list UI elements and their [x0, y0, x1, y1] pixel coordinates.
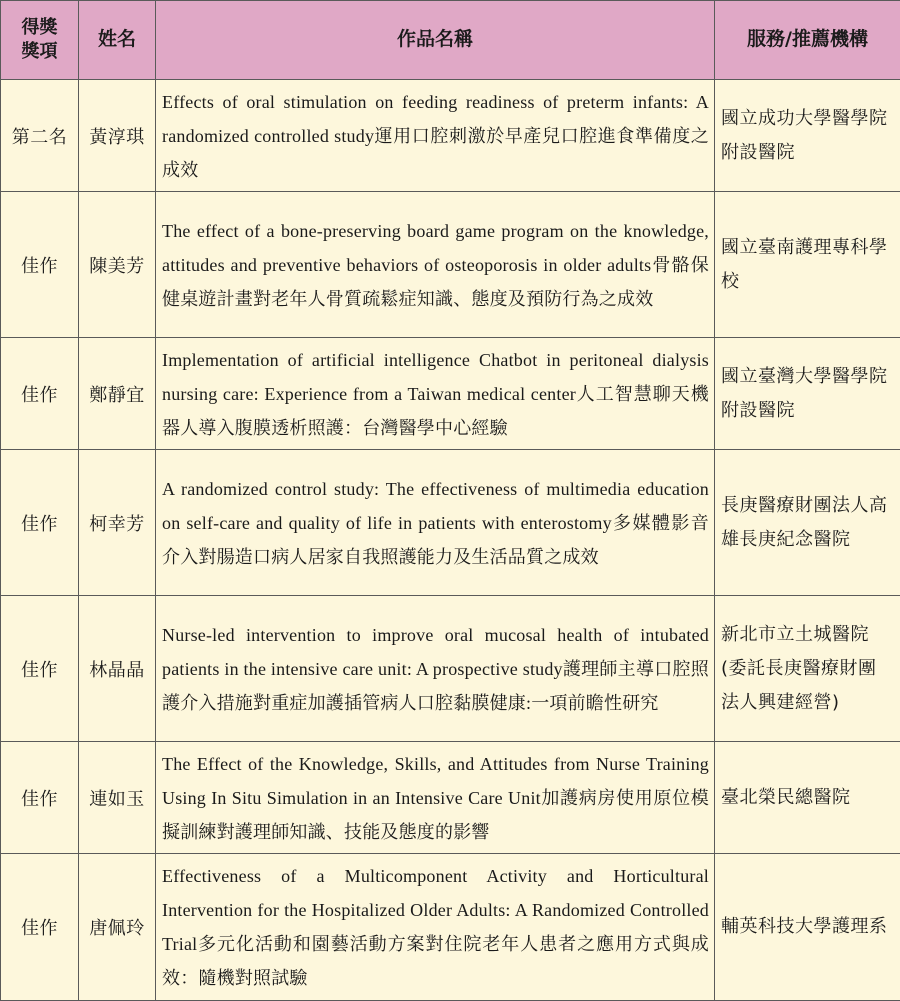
- title-cell: The effect of a bone-preserving board game program on the knowledge, attitudes and preventive behaviors of osteoporosis in older adults骨骼保健桌遊計畫對老年人骨質疏鬆症知識、態度及預防行為之成效: [156, 192, 715, 338]
- award-cell: 佳作: [1, 742, 79, 854]
- table-row: [1, 338, 900, 450]
- award-cell: 佳作: [1, 338, 79, 450]
- org-cell: 新北市立土城醫院(委託長庚醫療財團法人興建經營): [715, 596, 900, 742]
- org-cell: 臺北榮民總醫院: [715, 742, 900, 854]
- title-cell: Nurse-led intervention to improve oral mucosal health of intubated patients in the intensive care unit: A prospective study護理師主導口腔照護介入措施對重症加護插管病人口腔黏膜健康:一項前瞻性研究: [156, 596, 715, 742]
- award-cell: 佳作: [1, 596, 79, 742]
- header-org: [715, 1, 900, 80]
- title-cell: The Effect of the Knowledge, Skills, and Attitudes from Nurse Training Using In Situ Simulation in an Intensive Care Unit加護病房使用原位模擬訓練對護理師知識、技能及態度的影響: [156, 742, 715, 854]
- org-cell: 長庚醫療財團法人高雄長庚紀念醫院: [715, 450, 900, 596]
- table-row: [1, 80, 900, 192]
- award-cell: 第二名: [1, 80, 79, 192]
- table-header: [1, 1, 900, 80]
- title-cell: Effectiveness of a Multicomponent Activity and Horticultural Intervention for the Hospitalized Older Adults: A Randomized Controlled Trial多元化活動和園藝活動方案對住院老年人患者之應用方式與成效：隨機對照試驗: [156, 854, 715, 1001]
- name-cell: 黃淳琪: [79, 80, 156, 192]
- header-title-label: 作品名稱: [397, 28, 473, 50]
- title-cell: Effects of oral stimulation on feeding readiness of preterm infants: A randomized controlled study運用口腔刺激於早產兒口腔進食準備度之成效: [156, 80, 715, 192]
- table-row: [1, 854, 900, 1001]
- table-row: [1, 450, 900, 596]
- title-cell: A randomized control study: The effectiveness of multimedia education on self-care and quality of life in patients with enterostomy多媒體影音介入對腸造口病人居家自我照護能力及生活品質之成效: [156, 450, 715, 596]
- org-cell: 國立臺灣大學醫學院附設醫院: [715, 338, 900, 450]
- table-row: [1, 742, 900, 854]
- header-name-label: 姓名: [98, 28, 136, 50]
- name-cell: 鄭靜宜: [79, 338, 156, 450]
- name-cell: 連如玉: [79, 742, 156, 854]
- org-cell: 輔英科技大學護理系: [715, 854, 900, 1001]
- award-cell: 佳作: [1, 450, 79, 596]
- name-cell: 林晶晶: [79, 596, 156, 742]
- header-org-label: 服務/推薦機構: [747, 28, 868, 50]
- table-row: [1, 596, 900, 742]
- header-award-label: 得獎 獎項: [22, 17, 58, 62]
- header-row: [1, 1, 900, 80]
- name-cell: 柯幸芳: [79, 450, 156, 596]
- award-cell: 佳作: [1, 192, 79, 338]
- header-title: [156, 1, 715, 80]
- award-cell: 佳作: [1, 854, 79, 1001]
- name-cell: 唐佩玲: [79, 854, 156, 1001]
- table-body: [1, 80, 900, 1001]
- org-cell: 國立成功大學醫學院附設醫院: [715, 80, 900, 192]
- header-award: [1, 1, 79, 80]
- title-cell: Implementation of artificial intelligence Chatbot in peritoneal dialysis nursing care: Experience from a Taiwan medical center人工智慧聊天機器人導入腹膜透析照護：台灣醫學中心經驗: [156, 338, 715, 450]
- org-cell: 國立臺南護理專科學校: [715, 192, 900, 338]
- header-name: [79, 1, 156, 80]
- table-row: [1, 192, 900, 338]
- name-cell: 陳美芳: [79, 192, 156, 338]
